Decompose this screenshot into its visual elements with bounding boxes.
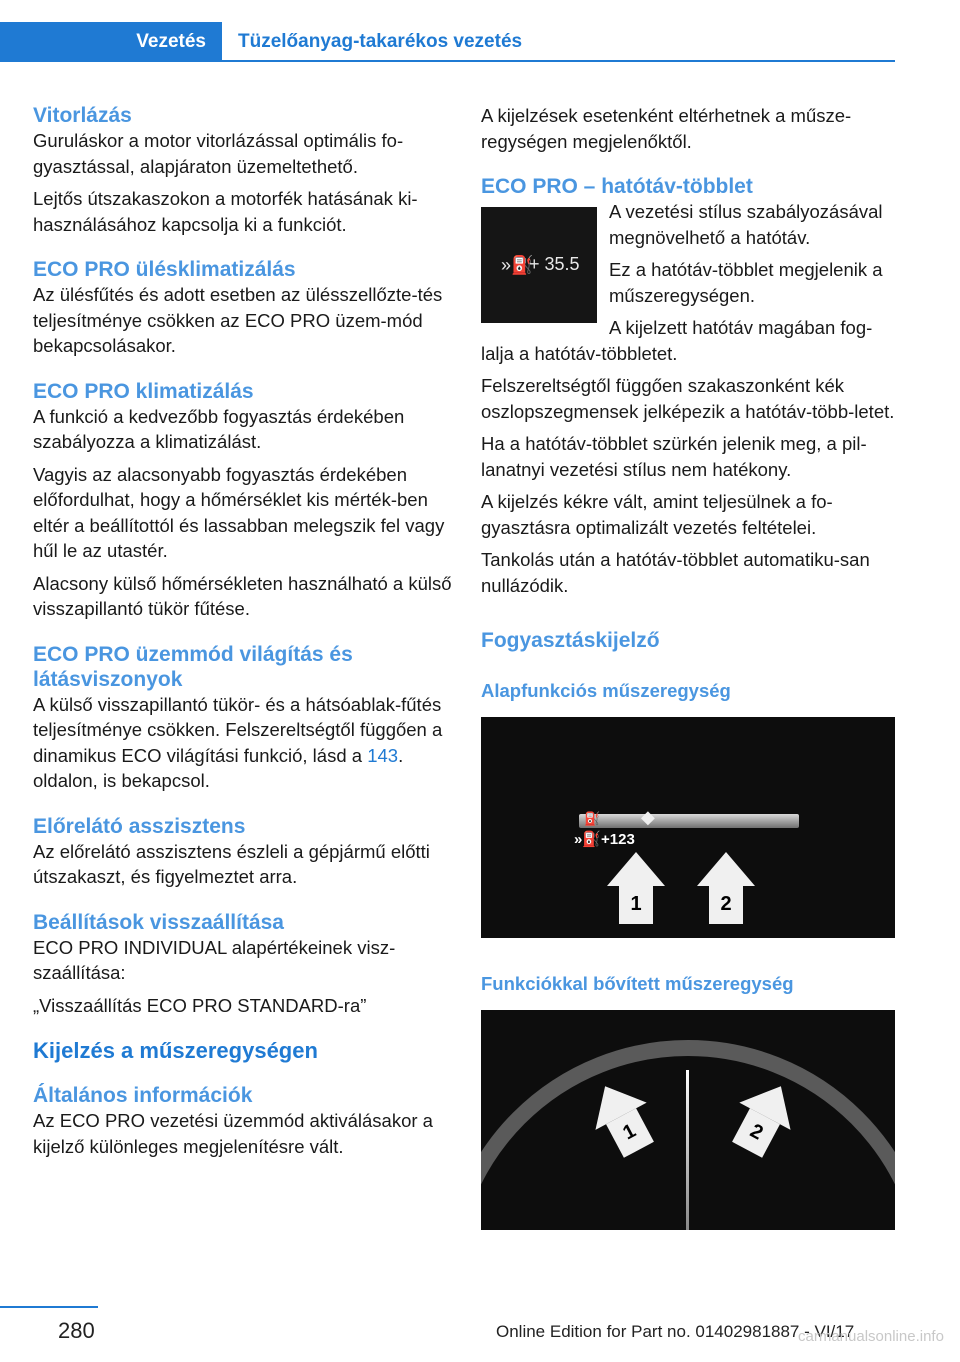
arrow-1-icon: 1: [579, 1073, 664, 1164]
consumption-bar: [579, 814, 799, 828]
heading-hatotav: ECO PRO – hatótáv-többlet: [481, 175, 753, 198]
paragraph: A kijelzések esetenként eltérhetnek a műsze‐regységen megjelenőktől.: [481, 105, 852, 152]
range-display-image: [481, 207, 597, 323]
paragraph-vilagitas: [33, 692, 453, 794]
paragraph: Vagyis az alacsonyabb fogyasztás érdekében előfordulhat, hogy a hőmérséklet kis mérték‐ben eltér a beállítottól és lassabban melegszik fel vagy hűl le az utastér.: [33, 463, 445, 561]
heading-vilagitas: ECO PRO üzemmód világítás és látásviszonyok: [33, 642, 353, 691]
paragraph: A funkció a kedvezőbb fogyasztás érdekében szabályozza a klimatizálást.: [33, 405, 405, 452]
text: . oldalon, is bekapcsol.: [33, 744, 404, 791]
paragraph: Az előrelátó asszisztens észleli a gépjármű előtti útszakaszt, és figyelmeztet arra.: [33, 840, 430, 887]
basic-cluster-image: [481, 717, 895, 938]
heading-kijelzes: Kijelzés a műszeregységen: [33, 1038, 318, 1063]
needle-icon: ◆: [641, 807, 655, 827]
fuel-icon: ⛽: [584, 811, 601, 826]
paragraph: „Visszaállítás ECO PRO STANDARD-ra”: [33, 994, 367, 1016]
section-tab[interactable]: Vezetés: [0, 22, 222, 62]
paragraph: Az ECO PRO vezetési üzemmód aktiválásakor a kijelző különleges megjelenítésre vált.: [33, 1110, 433, 1157]
paragraph: ECO PRO INDIVIDUAL alapértékeinek visz‐szaállítása:: [33, 936, 396, 983]
arrow-2-icon: 2: [697, 852, 755, 924]
range-value: + 35.5: [529, 254, 580, 274]
header-rule: [222, 60, 895, 62]
paragraph: Guruláskor a motor vitorlázással optimális fo‐gyasztással, alapjáraton üzemeltethető.: [33, 130, 404, 177]
left-column: [33, 103, 453, 1159]
footer-rule: [0, 1306, 98, 1308]
paragraph: Az ülésfűtés és adott esetben az ülésszellőzte‐tés teljesítménye csökken az ECO PRO üzem‐mód bekapcsolásakor.: [33, 284, 443, 356]
extended-cluster-image: [481, 1010, 895, 1230]
paragraph: Alacsony külső hőmérsékleten használható a külső visszapillantó tükör fűtése.: [33, 572, 452, 619]
edition-text: Online Edition for Part no. 01402981887 - VI/17: [496, 1322, 855, 1341]
page-number: 280: [58, 1318, 95, 1343]
watermark: carmanualsonline.info: [798, 1328, 944, 1345]
heading-altalanos: Általános információk: [33, 1084, 253, 1107]
right-column: [481, 103, 901, 1230]
page-link[interactable]: 143: [367, 744, 399, 766]
heading-elorelato: Előrelátó asszisztens: [33, 814, 246, 838]
heading-alap: Alapfunkciós műszeregység: [481, 680, 731, 701]
paragraph: A vezetési stílus szabályozásával megnövelhető a hatótáv.: [609, 201, 883, 248]
heading-fogyasztas: Fogyasztáskijelző: [481, 629, 660, 652]
fuel-pump-icon: »⛽: [501, 255, 534, 275]
paragraph: A kijelzés kékre vált, amint teljesülnek a fo‐gyasztásra optimalizált vezetés feltételei.: [481, 491, 833, 538]
heading-beallitasok: Beállítások visszaállítása: [33, 910, 284, 934]
heading-ules: ECO PRO ülésklimatizálás: [33, 258, 296, 281]
paragraph: Lejtős útszakaszokon a motorfék hatásának ki‐használásához kapcsolja ki a funkciót.: [33, 188, 418, 235]
paragraph: Felszereltségtől függően szakaszonként kék oszlopszegmensek jelképezik a hatótáv-több‐letet.: [481, 375, 895, 422]
paragraph: A kijelzett hatótáv magában fog‐lalja a hatótáv-többletet.: [481, 317, 873, 364]
subsection-tab[interactable]: Tüzelőanyag-takarékos vezetés: [238, 31, 523, 52]
heading-bovitett: Funkciókkal bővített műszeregység: [481, 973, 794, 994]
text: A külső visszapillantó tükör- és a hátsóablak‐fűtés teljesítménye csökken. Felszereltségtől függően a dinamikus ECO világítási funkció, lásd a: [33, 693, 443, 766]
range-value: »⛽+123: [574, 831, 635, 848]
heading-klima: ECO PRO klimatizálás: [33, 379, 254, 403]
heading-vitorlazas: Vitorlázás: [33, 104, 132, 127]
arrow-1-icon: 1: [607, 852, 665, 924]
paragraph: Ha a hatótáv-többlet szürkén jelenik meg, a pil‐lanatnyi vezetési stílus nem hatékony.: [481, 433, 867, 480]
needle-icon: [686, 1070, 689, 1230]
paragraph: Tankolás után a hatótáv-többlet automatiku‐san nullázódik.: [481, 549, 870, 596]
header-tabbar: [0, 22, 895, 62]
arrow-2-icon: 2: [721, 1073, 806, 1164]
paragraph: Ez a hatótáv-többlet megjelenik a műszeregységen.: [609, 259, 883, 306]
